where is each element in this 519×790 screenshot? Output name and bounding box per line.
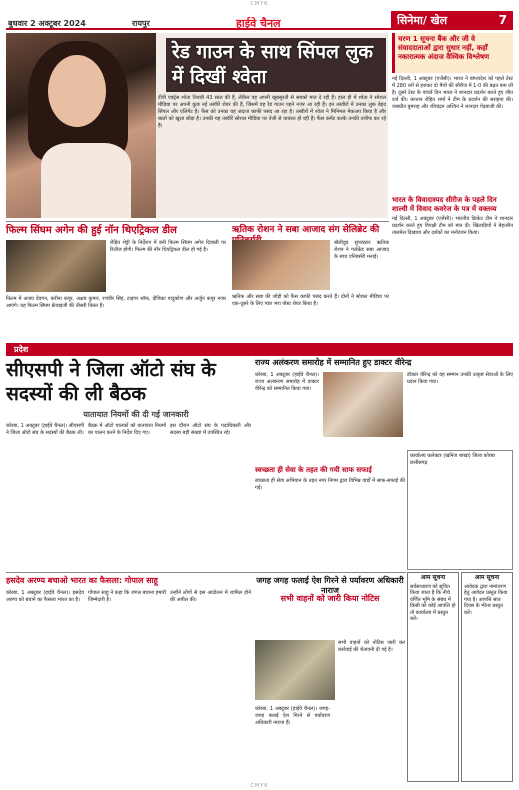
- public-notice-2-text: आवेदक द्वारा नामांतरण हेतु आवेदन प्रस्तुत किया गया है। आपत्ति सात दिवस के भीतर प्रस्तुत करें।: [464, 583, 508, 616]
- public-notice-1-title: आम सूचना: [420, 574, 446, 581]
- hrithik-photo: [232, 240, 330, 290]
- hasdeo-body-col-1: कोरबा, 1 अक्टूबर (हाईवे चैनल)। हसदेव अरण्य को बचाने का फैसला भारत का है।: [6, 590, 84, 603]
- header-section-band: [391, 11, 513, 30]
- public-notice-1: [407, 572, 459, 782]
- csp-body-col-3: इस दौरान ऑटो संघ के पदाधिकारी और सदस्य बड़ी संख्या में उपस्थित रहे।: [170, 423, 251, 436]
- public-notice-1-text: सर्वसाधारण को सूचित किया जाता है कि नीचे वर्णित भूमि के संबंध में किसी को कोई आपत्ति हो तो कार्यालय में प्रस्तुत करें।: [410, 583, 456, 622]
- award-body-continued: डॉक्टर वीरेन्द्र को यह सम्मान उनकी उत्कृष्ट सेवाओं के लिए प्रदान किया गया।: [407, 372, 513, 385]
- film-body: रोहित शेट्टी के निर्देशन में बनी फिल्म सिंघम अगेन दिवाली पर रिलीज होगी। फिल्म की नॉन थिएट्रिकल डील हो गई है।: [110, 240, 226, 253]
- government-notice-box: [407, 450, 513, 570]
- hasdeo-body-col-2: गोपाल साहू ने कहा कि जंगल बचाना हमारी जिम्मेदारी है।: [88, 590, 166, 603]
- hasdeo-headline: हसदेव अरण्य बचाओ भारत का फैसला: गोपाल साहू: [6, 576, 158, 585]
- public-notice-2: [461, 572, 513, 782]
- csp-body-col-1: कोरबा, 1 अक्टूबर (हाईवे चैनल)। सीएसपी ने जिला ऑटो संघ के सदस्यों की बैठक ली।: [6, 423, 84, 436]
- header-page-number: 7: [498, 13, 507, 27]
- flyash-subheadline: सभी वाहनों को जारी किया नोटिस: [280, 594, 380, 603]
- csp-headline: सीएसपी ने जिला ऑटो संघ के सदस्यों की ली बैठक: [6, 359, 216, 405]
- header-city: रायपुर: [132, 19, 150, 28]
- cmyk-top-mark: CMYK: [250, 1, 269, 7]
- right-column-headline-1: चरण 1 सूचना बैंक और जी वे संवाददाताओं द्वारा सुधार नहीं, कहाँ नकारात्मक अंदाज वैश्विक विश्लेषण: [392, 33, 513, 73]
- right-column-body-2: नई दिल्ली, 1 अक्टूबर (एजेंसी)। भारतीय क्रिकेट टीम ने शानदार प्रदर्शन करते हुए विपक्षी टीम को मात दी। खिलाड़ियों ने बेहतरीन तालमेल दिखाया और दर्शकों का मनोरंजन किया।: [392, 216, 513, 236]
- header-brand: हाईवे चैनल: [236, 17, 281, 30]
- award-headline: राज्य अलंकरण समारोह में सम्मानित हुए डाक्टर वीरेन्द्र: [255, 358, 412, 367]
- cmyk-bottom-mark: CMYK: [250, 783, 269, 789]
- page-header: [6, 8, 513, 30]
- film-headline: फिल्म सिंघम अगेन की हुई नॉन थिएट्रिकल डील: [6, 225, 177, 236]
- hero-photo: [6, 33, 156, 218]
- flyash-headline: जगह जगह फलाई ऐश गिरने से पर्यावरण अधिकारी नाराज: [256, 576, 404, 595]
- csp-body-col-2: बैठक में ऑटो चालकों को यातायात नियमों का पालन करने के निर्देश दिए गए।: [88, 423, 166, 436]
- right-column-body-1: नई दिल्ली, 1 अक्टूबर (एजेंसी)। भारत ने बांग्लादेश को पहले टेस्ट में 280 रनों से हराकर दो मैचों की सीरीज में 1-0 की बढ़त बना ली है। दूसरे टेस्ट के पांचवें दिन भारत ने शानदार प्रदर्शन करते हुए जीत दर्ज की। कप्तान रोहित शर्मा ने टीम के प्रदर्शन की सराहना की। जसप्रीत बुमराह और रविचंद्रन अश्विन ने शानदार गेंदबाजी की।: [392, 76, 513, 110]
- award-body: कोरबा, 1 अक्टूबर (हाईवे चैनल)। राज्य अलंकरण समारोह में डाक्टर वीरेन्द्र को सम्मानित किया गया।: [255, 372, 319, 392]
- flyash-body-col-1: कोरबा, 1 अक्टूबर (हाईवे चैनल)। जगह-जगह फ्लाई ऐश गिरने से पर्यावरण अधिकारी नाराज हैं।: [255, 706, 330, 726]
- award-photo: [323, 372, 403, 437]
- section-band-pradesh: प्रदेश: [6, 343, 513, 356]
- hrithik-headline: ऋतिक रोशन ने सबा आजाद संग सेलिब्रेट की: [232, 225, 380, 235]
- cleanliness-body: स्वच्छता ही सेवा अभियान के तहत नगर निगम द्वारा विभिन्न वार्डों में साफ-सफाई की गई।: [255, 478, 405, 491]
- film-body-continued: फिल्म में अजय देवगन, करीना कपूर, अक्षय कुमार, रणवीर सिंह, टाइगर श्रॉफ, दीपिका पादुकोण और अर्जुन कपूर नजर आएंगे। यह फिल्म सिंघम फ्रेंचाइजी की तीसरी किस्त है।: [6, 296, 226, 309]
- film-photo: [6, 240, 106, 292]
- hero-headline: रेड गाउन के साथ सिंपल लुक में दिखीं श्वेता: [166, 38, 386, 92]
- header-date: बुधवार 2 अक्टूबर 2024: [8, 19, 86, 28]
- public-notice-2-title: आम सूचना: [474, 574, 500, 581]
- hasdeo-body-col-3: उन्होंने लोगों से इस आंदोलन में शामिल होने की अपील की।: [170, 590, 251, 603]
- right-column-headline-2: भारत के विवादास्पद सीरीज के पहले दिन शाल्वी में विवाद कवरेज के पत्र में वक्तव्य: [392, 196, 497, 213]
- csp-subheadline: यातायात नियमों की दी गई जानकारी: [83, 410, 189, 419]
- government-notice-text: कार्यालय कलेक्टर (खनिज शाखा) जिला कोरबा छत्तीसगढ़: [410, 453, 495, 466]
- hrithik-body: बॉलीवुड सुपरस्टार ऋतिक रोशन ने गर्लफ्रेंड सबा आजाद के साथ एनिवर्सरी मनाई।: [334, 240, 389, 260]
- cleanliness-headline: स्वच्छता ही सेवा के तहत की गयी साफ सफाई: [255, 466, 372, 474]
- hrithik-body-continued: ऋतिक और सबा की जोड़ी को फैंस काफी पसंद करते हैं। दोनों ने सोशल मीडिया पर एक-दूसरे के लिए प्यार भरा पोस्ट शेयर किया है।: [232, 294, 389, 307]
- flyash-body-col-2: सभी वाहनों को नोटिस जारी कर कार्रवाई की चेतावनी दी गई है।: [338, 640, 405, 653]
- hero-story: [6, 33, 388, 218]
- header-section: सिनेमा/ खेल: [397, 14, 448, 27]
- flyash-photo: [255, 640, 335, 700]
- hero-body: टीवी एक्ट्रेस श्वेता तिवारी 43 साल की हैं, लेकिन वह अपनी खूबसूरती से सबको मात दे रही हैं। हाल ही में श्वेता ने सोशल मीडिया पर अपनी कुछ नई तस्वीरें शेयर की हैं, जिसमें वह रेड गाउन पहने नजर आ रही हैं। इन तस्वीरों में उनका लुक बेहद सिंपल और एलिगेंट है। फैंस को उनका यह अंदाज काफी पसंद आ रहा है। तस्वीरों में श्वेता ने मिनिमल मेकअप किया है और बालों को खुला छोड़ा है। उनकी यह तस्वीरें सोशल मीडिया पर तेजी से वायरल हो रही हैं। फैंस कमेंट करके उनकी तारीफ कर रहे हैं।: [158, 95, 386, 129]
